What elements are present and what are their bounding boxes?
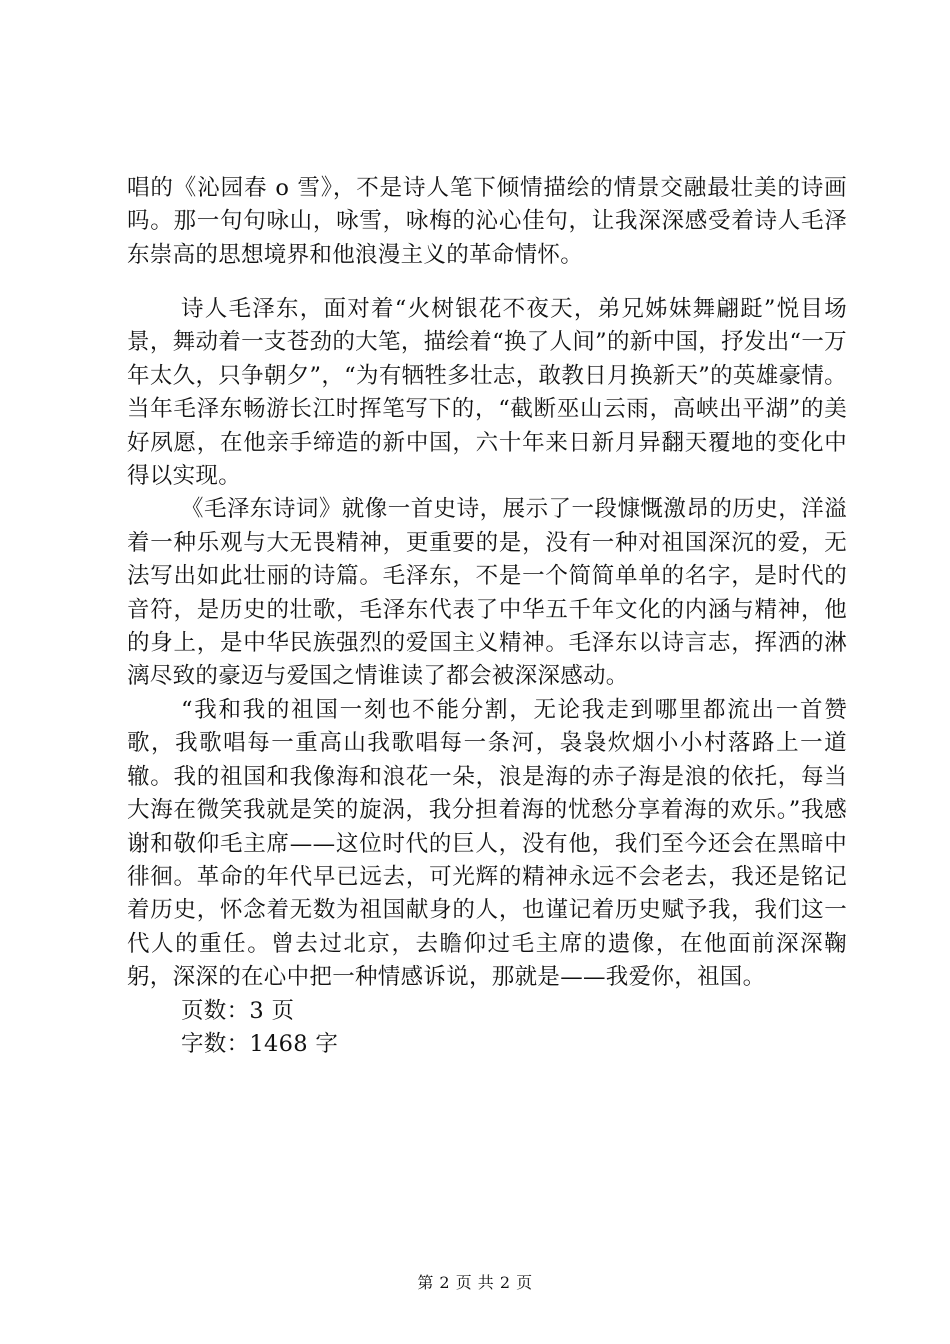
page-count-line: 页数：3 页 [181, 997, 295, 1024]
page-footer [0, 1272, 950, 1294]
page-indicator: 第 2 页 共 2 页 [417, 1273, 533, 1292]
paragraph-poetry-collection: 《毛泽东诗词》就像一首史诗，展示了一段慷慨激昂的历史，洋溢着一种乐观与大无畏精神，更重要的是，没有一种对祖国深沉的爱，无法写出如此壮丽的诗篇。毛泽东，不是一个简简单单的名字，是时代的音符，是历史的壮歌，毛泽东代表了中华五千年文化的内涵与精神，他的身上，是中华民族强烈的爱国主义精神。毛泽东以诗言志，挥洒的淋漓尽致的豪迈与爱国之情谁读了都会被深深感动。 [127, 496, 847, 690]
continuation-block [127, 172, 847, 272]
paragraph-my-motherland: “我和我的祖国一刻也不能分割，无论我走到哪里都流出一首赞歌，我歌唱每一重高山我歌唱每一条河，袅袅炊烟小小村落路上一道辙。我的祖国和我像海和浪花一朵，浪是海的赤子海是浪的依托，每当大海在微笑我就是笑的旋涡，我分担着海的忧愁分享着海的欢乐。”我感谢和敬仰毛主席——这位时代的巨人，没有他，我们至今还会在黑暗中徘徊。革命的年代早已远去，可光辉的精神永远不会老去，我还是铭记着历史，怀念着无数为祖国献身的人，也谨记着历史赋予我，我们这一代人的重任。曾去过北京，去瞻仰过毛主席的遗像，在他面前深深鞠躬，深深的在心中把一种情感诉说，那就是——我爱你，祖国。 [127, 696, 847, 991]
continuation-paragraph: 唱的《沁园春 o 雪》，不是诗人笔下倾情描绘的情景交融最壮美的诗画吗。那一句句咏山，咏雪，咏梅的沁心佳句，让我深深感受着诗人毛泽东崇高的思想境界和他浪漫主义的革命情怀。 [127, 175, 847, 268]
paragraph-poet-mao: 诗人毛泽东，面对着“火树银花不夜天，弟兄姊妹舞翩跹”悦目场景，舞动着一支苍劲的大笔，描绘着“换了人间”的新中国，抒发出“一万年太久，只争朝夕”，“为有牺牲多壮志，敢教日月换新天”的英雄豪情。当年毛泽东畅游长江时挥笔写下的，“截断巫山云雨，高峡出平湖”的美好夙愿，在他亲手缔造的新中国，六十年来日新月异翻天覆地的变化中得以实现。 [127, 296, 847, 490]
word-count-line: 字数：1468 字 [181, 1030, 339, 1057]
body-block [127, 293, 847, 1061]
